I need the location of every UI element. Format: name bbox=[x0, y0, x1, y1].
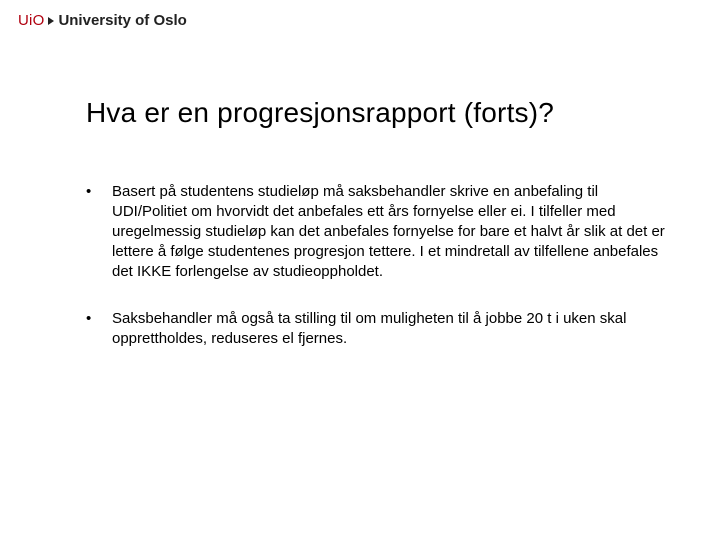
logo-separator-icon bbox=[48, 14, 54, 28]
bullet-text: Saksbehandler må også ta stilling til om muligheten til å jobbe 20 t i uken skal opprettholdes, reduseres el fjernes. bbox=[112, 310, 627, 347]
university-logo bbox=[18, 10, 187, 32]
bullet-text: Basert på studentens studieløp må saksbehandler skrive en anbefaling til UDI/Politiet om hvorvidt det anbefales ett års fornyelse eller ei. I tilfeller med uregelmessig studieløp kan det anbefales fornyelse for bare et halvt år slik at det er lettere å følge studentenes progresjon tettere. I et mindretall av tilfellene anbefales det IKKE forlengelse av studieoppholdet. bbox=[112, 183, 665, 280]
bullet-point-icon: • bbox=[86, 310, 92, 327]
bullet-item bbox=[86, 309, 671, 349]
bullet-point-icon: • bbox=[86, 183, 92, 200]
logo-university-name: University of Oslo bbox=[58, 12, 187, 29]
bullet-list bbox=[86, 182, 671, 376]
logo-abbreviation: UiO bbox=[18, 12, 45, 29]
slide-title: Hva er en progresjonsrapport (forts)? bbox=[86, 97, 555, 128]
bullet-item bbox=[86, 182, 671, 282]
